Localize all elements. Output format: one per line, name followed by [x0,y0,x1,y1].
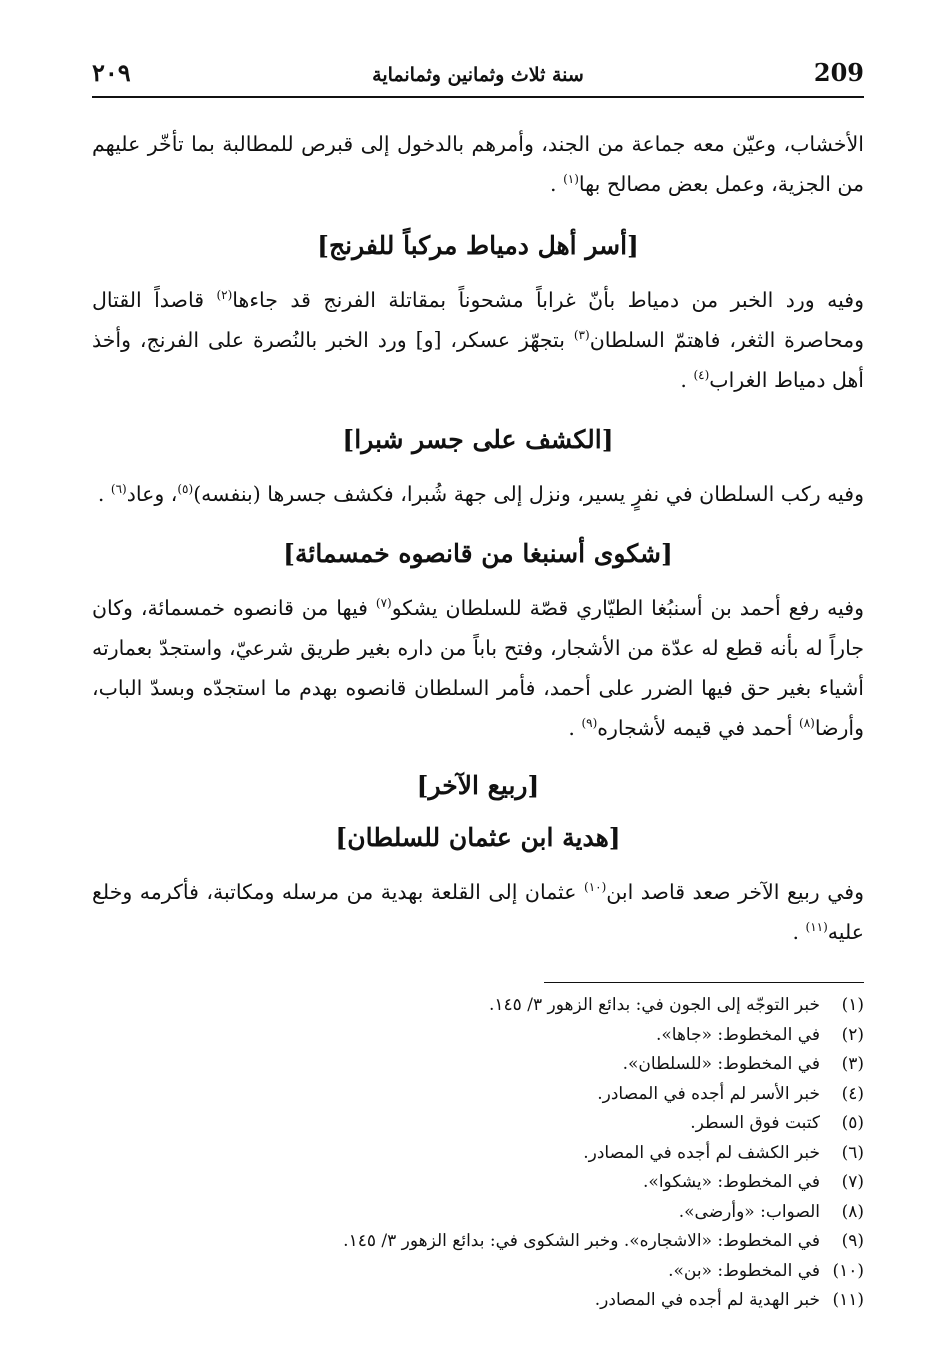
paragraph-text: أحمد في قيمه لأشجاره [597,716,800,740]
page-header [92,56,864,98]
footnotes-list [92,991,864,1316]
note-ref: (٤) [693,368,710,383]
footnote-number: (٢) [841,1024,864,1045]
paragraph-text: وفي ربيع الآخر صعد قاصد ابن [606,880,864,904]
footnote-item [92,1257,864,1287]
footnote-item [92,1286,864,1316]
note-ref: (١١) [805,920,828,935]
paragraph-end: . [792,920,799,944]
footnote-text: في المخطوط: «يشكوا». [643,1172,820,1192]
footnote-item [92,1227,864,1257]
paragraph-text: وفيه رفع أحمد بن أسنبُغا الطيّاري قصّة للسلطان يشكو [391,596,864,620]
footnote-number: (١١) [832,1290,864,1310]
paragraph-end: . [680,368,687,392]
page-number-latin: 209 [813,58,864,87]
footnote-number: (٨) [841,1201,864,1222]
note-ref: (٧) [375,596,392,611]
footnote-text: خبر الهدية لم أجده في المصادر. [594,1290,820,1310]
footnote-text: كتبت فوق السطر. [690,1113,820,1133]
footnote-number: (٧) [841,1172,864,1192]
footnote-text: خبر التوجّه إلى الجون في: بدائع الزهور ٣/ ١٤٥. [488,995,820,1015]
footnote-item [92,1050,864,1080]
footnote-text: الصواب: «وأرضى». [678,1201,820,1222]
footnote-text: في المخطوط: «الاشجاره». وخبر الشكوى في: بدائع الزهور ٣/ ١٤٥. [343,1231,820,1251]
page-number-arabic: ٢٠٩ [92,58,131,87]
paragraph-text: وفيه ركب السلطان في نفرٍ يسير، ونزل إلى جهة شُبرا، فكشف جسرها (بنفسه) [193,482,864,506]
footnote-item [92,1168,864,1198]
paragraph-4 [92,588,864,748]
paragraph-2 [92,280,864,400]
paragraph-1 [92,124,864,204]
footnote-item [92,991,864,1021]
footnote-text: خبر الكشف لم أجده في المصادر. [583,1142,820,1163]
footnote-number: (٤) [841,1083,864,1104]
paragraph-text: عثمان إلى القلعة بهدية من مرسله ومكاتبة، فأكرمه وخلع عليه [92,880,864,944]
footnote-text: خبر الأسر لم أجده في المصادر. [597,1083,820,1104]
footnote-item [92,1109,864,1139]
paragraph-text: فيها من قانصوه خمسمائة، وكان جاراً له بأنه قطع له عدّة من الأشجار، وفتح باباً من داره بغير طريق شرعيّ، واستجدّ بعمارته أشياء بغير حق فيها الضرر على أحمد، فأمر السلطان قانصوه بهدم ما استجدّه وبسدّ الباب، وأرضا [92,596,864,740]
section-heading: [أسر أهل دمياط مركباً للفرنج] [317,231,639,260]
book-page [92,56,864,1316]
note-ref: (٩) [581,716,598,731]
paragraph-5 [92,872,864,952]
paragraph-text: ، وعاد [126,482,178,506]
footnote-item [92,1139,864,1169]
footnote-text: في المخطوط: «بن». [668,1260,820,1281]
note-ref: (١) [563,172,579,187]
footnote-number: (٣) [841,1054,864,1074]
section-heading: [الكشف على جسر شبرا] [342,425,614,454]
running-title: سنة ثلاث وثمانين وثمانماية [372,64,584,86]
note-ref: (٣) [573,328,590,343]
note-ref: (٥) [177,482,194,497]
section-heading: [شكوى أسنبغا من قانصوه خمسمائة] [283,539,673,568]
paragraph-text: بتجهّز عسكر، [و] ورد الخبر بالنُصرة على الفرنج، وأخذ أهل دمياط الغراب [92,328,864,392]
note-ref: (٨) [799,716,815,731]
footnote-number: (١٠) [832,1260,864,1281]
footnote-item [92,1080,864,1110]
note-ref: (٦) [110,482,127,497]
footnote-item [92,1021,864,1051]
paragraph-text: قاصداً القتال ومحاصرة الثغر، فاهتمّ السلطان [92,288,864,352]
paragraph-text: الأخشاب، وعيّن معه جماعة من الجند، وأمرهم بالدخول إلى قبرص للمطالبة بما تأخّر عليهم من الجزية، وعمل بعض مصالح بها [92,132,864,196]
paragraph-text: وفيه ورد الخبر من دمياط بأنّ غراباً مشحوناً بمقاتلة الفرنج قد جاءها [232,288,864,312]
paragraph-end: . [550,172,557,196]
footnote-number: (٦) [841,1142,864,1163]
footnote-text: في المخطوط: «للسلطان». [622,1054,820,1074]
footnote-number: (٩) [841,1231,864,1251]
section-heading: [هدية ابن عثمان للسلطان] [335,823,621,852]
paragraph-end: . [97,482,105,506]
paragraph-3 [92,474,864,514]
footnote-text: في المخطوط: «جاها». [655,1024,820,1045]
note-ref: (٢) [216,288,233,303]
note-ref: (١٠) [584,880,607,895]
paragraph-end: . [568,716,575,740]
month-heading: [ربيع الآخر] [416,771,540,800]
footnote-number: (١) [841,995,864,1015]
footnote-item [92,1198,864,1228]
footnote-number: (٥) [841,1113,864,1133]
